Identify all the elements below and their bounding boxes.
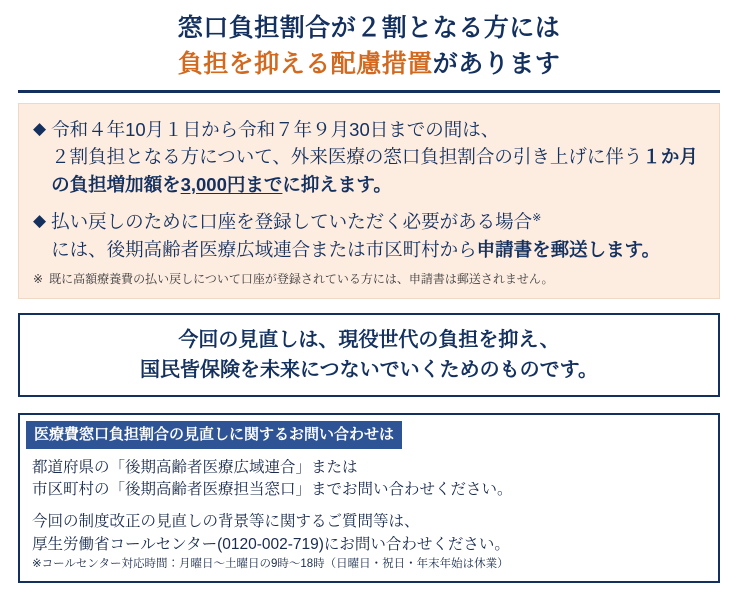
notice-bullet-2-text <box>51 208 660 264</box>
notice-b2-seg1: 払い戻しのために口座を登録していただく必要がある場合 <box>51 210 533 232</box>
contact-box <box>18 413 720 582</box>
message-box <box>18 313 720 397</box>
notice-b1-seg3: １か月の負担増加額を <box>51 146 698 195</box>
message-line-1: 今回の見直しは、現役世代の負担を抑え、 <box>178 329 560 352</box>
contact-b1-line1: 都道府県の「後期高齢者医療広域連合」または <box>32 458 358 476</box>
notice-b1-seg5: に抑えます。 <box>282 174 392 195</box>
footnote-mark: ※ <box>33 272 44 287</box>
contact-block-1 <box>32 457 706 502</box>
notice-bullet-1 <box>33 116 705 199</box>
notice-b1-seg1: 令和４年10月１日から令和７年９月30日までの間は、 <box>51 118 500 140</box>
notice-footnote <box>33 271 705 288</box>
notice-b2-footnote-mark: ※ <box>532 211 542 224</box>
contact-hours-note: ※コールセンター対応時間：月曜日～土曜日の9時～18時（日曜日・祝日・年末年始は休業） <box>32 558 509 571</box>
page-header <box>18 0 720 93</box>
notice-b2-seg2: には、後期高齢者医療広域連合または市区町村から <box>51 238 477 260</box>
page-title-accent: 負担を抑える配慮措置 <box>177 49 433 78</box>
contact-title-badge: 医療費窓口負担割合の見直しに関するお問い合わせは <box>26 421 402 449</box>
contact-title-wrap <box>20 415 718 449</box>
contact-b2-line2: 厚生労働省コールセンター(0120-002-719)にお問い合わせください。 <box>32 535 510 553</box>
contact-block-2 <box>32 511 706 572</box>
header-divider <box>18 90 720 93</box>
notice-bullet-1-text <box>51 116 705 199</box>
page-title-line2-tail: があります <box>432 49 561 78</box>
contact-b2-line1: 今回の制度改正の見直しの背景等に関するご質問等は、 <box>32 513 420 531</box>
notice-b1-amount: 3,000円まで <box>180 174 283 195</box>
contact-b1-line2: 市区町村の「後期高齢者医療担当窓口」までお問い合わせください。 <box>32 481 513 499</box>
diamond-bullet-icon-2: ◆ <box>33 210 47 230</box>
footnote-text: 既に高額療養費の払い戻しについて口座が登録されている方には、申請書は郵送されません。 <box>49 272 554 287</box>
contact-body <box>20 449 718 573</box>
message-line-2: 国民皆保険を未来につないでいくためのものです。 <box>140 359 598 382</box>
notice-box <box>18 103 720 300</box>
notice-bullet-2 <box>33 208 705 264</box>
notice-b1-seg2: ２割負担となる方について、外来医療の窓口負担割合の引き上げに伴う <box>51 146 643 168</box>
page-title-line2 <box>18 48 720 82</box>
notice-b2-seg3: 申請書を郵送します。 <box>476 238 661 260</box>
diamond-bullet-icon: ◆ <box>33 118 47 138</box>
page-title-line1: 窓口負担割合が２割となる方には <box>177 14 561 42</box>
